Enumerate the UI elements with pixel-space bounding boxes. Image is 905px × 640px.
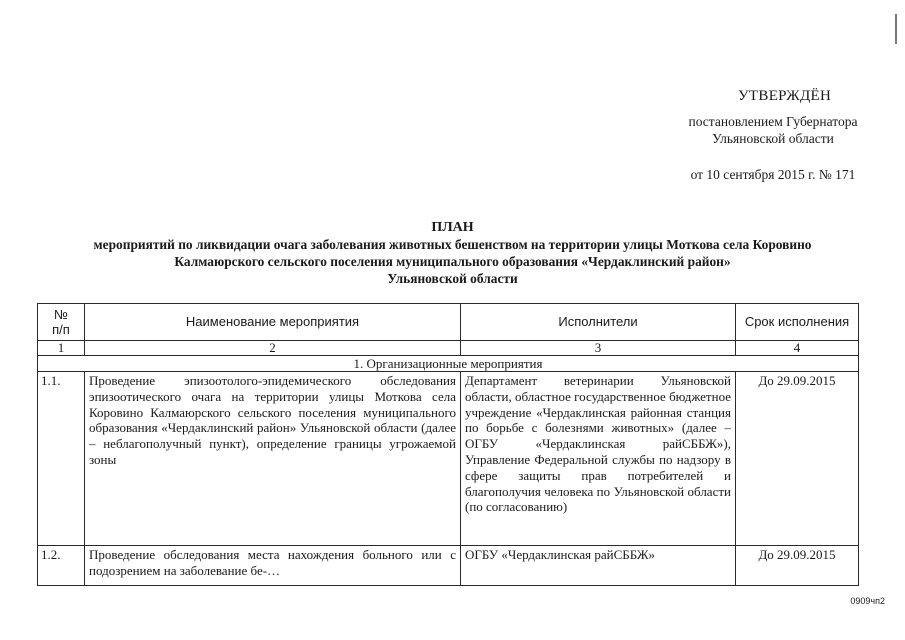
- title-line-3: Ульяновской области: [387, 271, 518, 286]
- section-title: 1. Организационные мероприятия: [38, 356, 859, 372]
- document-title: [40, 219, 865, 287]
- column-number: 3: [461, 341, 736, 356]
- column-number: 1: [38, 341, 85, 356]
- approval-date: от 10 сентября 2015 г. № 171: [690, 167, 856, 182]
- table-row: [38, 372, 859, 546]
- table-header-row: [38, 304, 859, 341]
- section-row: [38, 356, 859, 372]
- column-numbers-row: [38, 341, 859, 356]
- column-number: 4: [736, 341, 859, 356]
- row-deadline: До 29.09.2015: [736, 546, 859, 586]
- row-executors: Департамент ветеринарии Ульяновской области, областное государственное бюджетное учреждение «Чердаклинская районная станция по борьбе с болезнями животных» (далее – ОГБУ «Чердаклинская райСББЖ»), Управление Федеральной службы по надзору в сфере защиты прав потребителей и благополучия человека по Ульяновской области (по согласованию): [461, 372, 736, 546]
- approval-heading: УТВЕРЖДЁН: [738, 88, 832, 104]
- header-deadline: Срок исполнения: [736, 304, 859, 341]
- row-executors: ОГБУ «Чердаклинская райСББЖ»: [461, 546, 736, 586]
- title-line-2: Калмаюрского сельского поселения муниципального образования «Чердаклинский район»: [174, 254, 731, 269]
- header-num-text: № п/п: [52, 307, 70, 337]
- row-deadline: До 29.09.2015: [736, 372, 859, 546]
- scan-edge-mark: [895, 14, 897, 44]
- approval-line-1: постановлением Губернатора: [688, 114, 858, 129]
- header-num: [38, 304, 85, 341]
- row-num: 1.1.: [38, 372, 85, 546]
- row-name: Проведение обследования места нахождения больного или с подозрением на заболевание бе-…: [85, 546, 461, 586]
- footer-code: 0909чп2: [850, 596, 885, 606]
- table-row: [38, 546, 859, 586]
- title-plan: ПЛАН: [431, 220, 474, 235]
- header-name: Наименование мероприятия: [85, 304, 461, 341]
- plan-table: [37, 303, 859, 586]
- row-name: Проведение эпизоотолого-эпидемического обследования эпизоотического очага на территории улицы Моткова села Коровино Калмаюрского сельского поселения муниципального образования «Чердаклинский район» Ульяновской области (далее – неблагополучный пункт), определение границы угрожаемой зоны: [85, 372, 461, 546]
- title-line-1: мероприятий по ликвидации очага заболевания животных бешенством на территории улицы Моткова села Коровино: [93, 237, 812, 252]
- row-num: 1.2.: [38, 546, 85, 586]
- header-executors: Исполнители: [461, 304, 736, 341]
- column-number: 2: [85, 341, 461, 356]
- approval-line-2: Ульяновской области: [712, 131, 834, 146]
- approval-block: [663, 113, 883, 183]
